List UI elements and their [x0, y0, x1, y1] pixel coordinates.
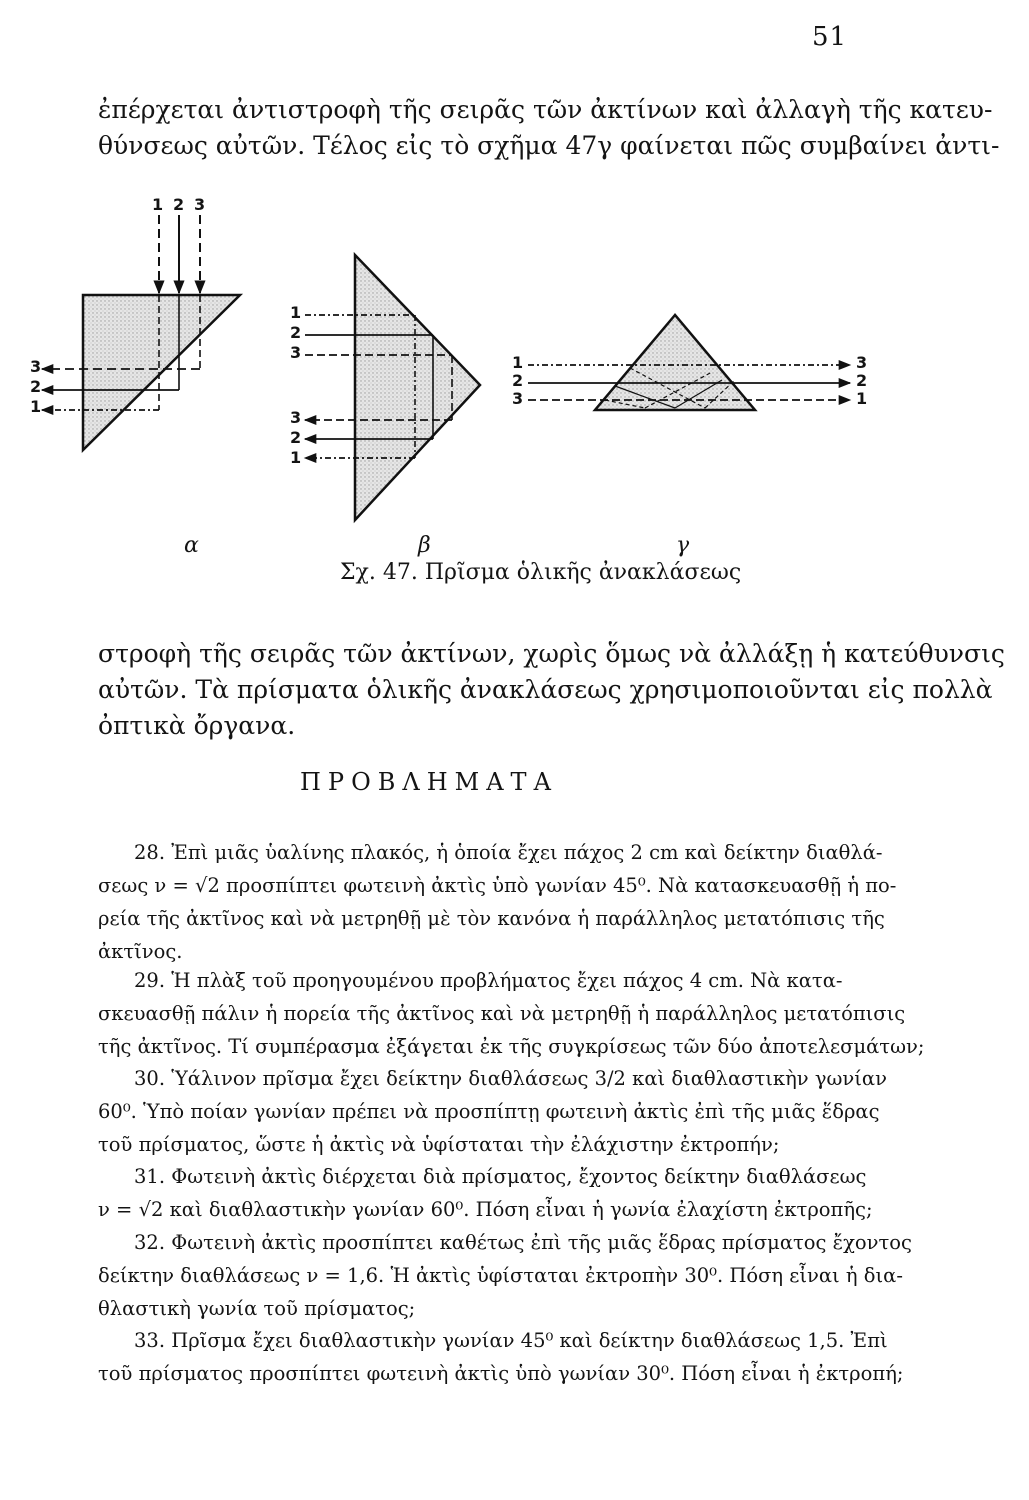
ray-number: 2	[512, 371, 524, 390]
text-line: 30. Ὑάλινον πρῖσμα ἔχει δείκτην διαθλάσεως 3/2 καὶ διαθλαστικὴν γωνίαν	[134, 1067, 887, 1090]
text-line: δείκτην διαθλάσεως ν = 1,6. Ἡ ἀκτὶς ὑφίσταται ἐκτροπὴν 30⁰. Πόση εἶναι ἡ δια-	[98, 1264, 903, 1287]
text-line: τοῦ πρίσματος, ὥστε ἡ ἀκτὶς νὰ ὑφίσταται τὴν ἐλάχιστην ἐκτροπήν;	[98, 1133, 780, 1156]
ray-number: 3	[856, 353, 868, 372]
figure-47	[0, 185, 1029, 595]
text-line: τοῦ πρίσματος προσπίπτει φωτεινὴ ἀκτὶς ὑπὸ γωνίαν 30⁰. Πόση εἶναι ἡ ἐκτροπή;	[98, 1362, 904, 1385]
text-line: 31. Φωτεινὴ ἀκτὶς διέρχεται διὰ πρίσματος, ἔχοντος δείκτην διαθλάσεως	[134, 1165, 867, 1188]
ray-number: 2	[856, 371, 868, 390]
ray-number: 1	[512, 353, 524, 372]
ray-number: 1	[290, 303, 302, 322]
ray-number: 3	[194, 195, 206, 214]
text-line: ν = √2 καὶ διαθλαστικὴν γωνίαν 60⁰. Πόση εἶναι ἡ γωνία ἐλαχίστη ἐκτροπῆς;	[98, 1198, 873, 1221]
ray-number: 2	[173, 195, 185, 214]
ray-number: 1	[152, 195, 164, 214]
intro-paragraph	[98, 92, 1000, 164]
text-line: θύνσεως αὐτῶν. Τέλος εἰς τὸ σχῆμα 47γ φαίνεται πῶς συμβαίνει ἀντι-	[98, 131, 1000, 160]
problem-31	[98, 1160, 880, 1226]
problem-32	[98, 1226, 912, 1325]
text-line: 28. Ἐπὶ μιᾶς ὑαλίνης πλακός, ἡ ὁποία ἔχει πάχος 2 cm καὶ δείκτην διαθλά-	[134, 841, 883, 864]
problem-28	[98, 836, 897, 968]
text-line: σεως ν = √2 προσπίπτει φωτεινὴ ἀκτὶς ὑπὸ γωνίαν 45⁰. Νὰ κατασκευασθῇ ἡ πο-	[98, 874, 897, 897]
problem-29	[98, 964, 925, 1063]
prism-alpha	[42, 215, 240, 450]
text-line: ἐπέρχεται ἀντιστροφὴ τῆς σειρᾶς τῶν ἀκτίνων καὶ ἀλλαγὴ τῆς κατευ-	[98, 95, 993, 124]
text-line: θλαστικὴ γωνία τοῦ πρίσματος;	[98, 1297, 416, 1320]
text-line: στροφὴ τῆς σειρᾶς τῶν ἀκτίνων, χωρὶς ὅμως νὰ ἀλλάξῃ ἡ κατεύθυνσις	[98, 639, 1005, 668]
text-line: ρεία τῆς ἀκτῖνος καὶ νὰ μετρηθῇ μὲ τὸν κανόνα ἡ παράλληλος μετατόπισις τῆς	[98, 907, 885, 930]
ray-number: 3	[30, 357, 42, 376]
ray-number: 3	[290, 408, 302, 427]
text-line: ὀπτικὰ ὄργανα.	[98, 711, 296, 740]
ray-number: 3	[290, 343, 302, 362]
ray-number: 1	[856, 389, 868, 408]
prism-gamma	[528, 315, 850, 410]
ray-number: 2	[290, 323, 302, 342]
text-line: ἀκτῖνος.	[98, 940, 183, 963]
ray-number: 1	[30, 397, 42, 416]
text-line: τῆς ἀκτῖνος. Τί συμπέρασμα ἐξάγεται ἐκ τῆς συγκρίσεως τῶν δύο ἀποτελεσμάτων;	[98, 1035, 925, 1058]
ray-number: 2	[290, 428, 302, 447]
text-line: 29. Ἡ πλὰξ τοῦ προηγουμένου προβλήματος ἔχει πάχος 4 cm. Νὰ κατα-	[134, 969, 843, 992]
after-figure-paragraph	[98, 636, 1005, 744]
panel-label-beta: β	[418, 533, 431, 558]
text-line: σκευασθῇ πάλιν ἡ πορεία τῆς ἀκτῖνος καὶ νὰ μετρηθῇ ἡ παράλληλος μετατόπισις	[98, 1002, 906, 1025]
page-number: 51	[812, 22, 848, 52]
figure-caption: Σχ. 47. Πρῖσμα ὁλικῆς ἀνακλάσεως	[340, 560, 742, 585]
text-line: 60⁰. Ὑπὸ ποίαν γωνίαν πρέπει νὰ προσπίπτῃ φωτεινὴ ἀκτὶς ἐπὶ τῆς μιᾶς ἕδρας	[98, 1100, 880, 1123]
text-line: αὐτῶν. Τὰ πρίσματα ὁλικῆς ἀνακλάσεως χρησιμοποιοῦνται εἰς πολλὰ	[98, 675, 993, 704]
problem-30	[98, 1062, 887, 1161]
ray-number: 1	[290, 448, 302, 467]
panel-label-gamma: γ	[676, 533, 690, 558]
problems-heading: ΠΡΟΒΛΗΜΑΤΑ	[300, 768, 558, 796]
text-line: 33. Πρῖσμα ἔχει διαθλαστικὴν γωνίαν 45⁰ καὶ δείκτην διαθλάσεως 1,5. Ἐπὶ	[134, 1329, 888, 1352]
panel-label-alpha: α	[184, 533, 199, 558]
prism-beta	[305, 255, 480, 520]
ray-number: 3	[512, 389, 524, 408]
text-line: 32. Φωτεινὴ ἀκτὶς προσπίπτει καθέτως ἐπὶ τῆς μιᾶς ἕδρας πρίσματος ἔχοντος	[134, 1231, 912, 1254]
ray-number: 2	[30, 377, 42, 396]
problem-33	[98, 1324, 904, 1390]
